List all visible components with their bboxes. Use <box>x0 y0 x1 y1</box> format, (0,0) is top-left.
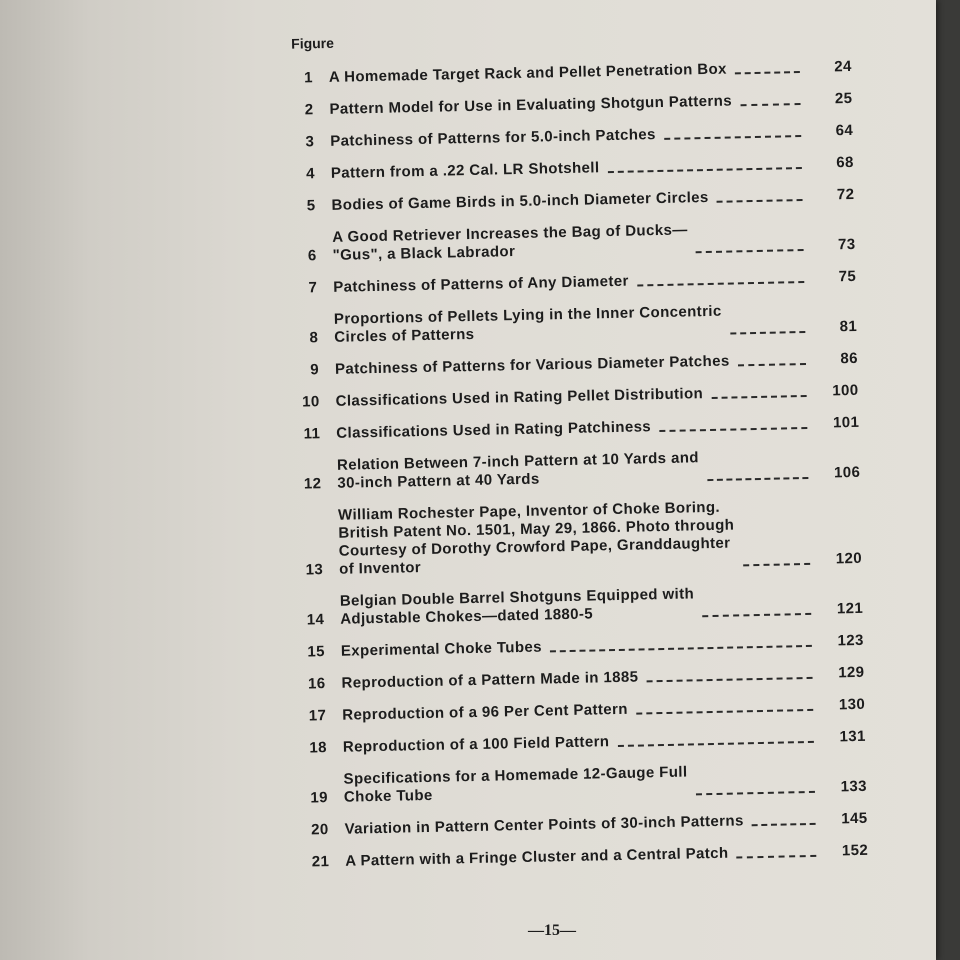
dot-leader <box>707 476 808 481</box>
figure-title: Patchiness of Patterns for 5.0-inch Patches <box>330 126 656 150</box>
figure-title-wrap <box>316 219 812 265</box>
figure-title: A Homemade Target Rack and Pellet Penetration Box <box>328 60 728 86</box>
figure-title-wrap <box>327 729 822 757</box>
figure-page: 81 <box>839 317 858 336</box>
figure-title: A Pattern with a Fringe Cluster and a Central Patch <box>345 844 729 870</box>
figure-title-wrap <box>322 497 818 579</box>
figure-title: Reproduction of a 100 Field Pattern <box>342 733 610 756</box>
figure-page: 73 <box>837 235 856 254</box>
figure-entry <box>281 268 856 298</box>
figure-entry <box>283 382 858 412</box>
figure-title-wrap <box>315 155 810 183</box>
dot-leader <box>659 426 807 432</box>
figure-number: 16 <box>307 675 326 693</box>
figure-title: Variation in Pattern Center Points of 30-inch Patterns <box>344 812 744 838</box>
figure-page: 133 <box>840 777 868 796</box>
figure-page: 25 <box>834 89 853 108</box>
dot-leader <box>702 612 811 617</box>
figure-entry <box>289 632 864 662</box>
figure-title: Pattern Model for Use in Evaluating Shotgun Patterns <box>329 92 733 118</box>
figure-page: 152 <box>841 841 869 860</box>
figure-title-wrap <box>326 697 821 725</box>
figure-title: Experimental Choke Tubes <box>340 638 543 660</box>
figure-title-wrap <box>319 351 814 379</box>
list-of-figures <box>276 24 869 886</box>
figure-page: 129 <box>838 663 865 682</box>
figure-title: Proportions of Pellets Lying in the Inner Concentric Circles of Patterns <box>333 302 722 346</box>
figure-entry <box>289 664 864 694</box>
figure-title: Classifications Used in Rating Patchiness <box>336 418 652 442</box>
figure-title: Relation Between 7-inch Pattern at 10 Yards and 30-inch Pattern at 40 Yards <box>336 449 700 492</box>
page-number: —15— <box>528 922 576 939</box>
figure-number: 7 <box>308 279 318 297</box>
figure-title: A Good Retriever Increases the Bag of Ducks— "Gus", a Black Labrador <box>332 221 688 264</box>
dot-leader <box>646 676 812 682</box>
figure-page: 68 <box>836 153 854 172</box>
figure-entry <box>279 186 854 216</box>
figure-title-wrap <box>328 811 823 839</box>
figure-entry <box>293 842 868 872</box>
figure-page: 130 <box>838 695 866 714</box>
figure-entry <box>277 90 852 120</box>
figure-number: 15 <box>307 643 326 661</box>
figure-title: Classifications Used in Rating Pellet Distribution <box>335 385 704 410</box>
figure-title: Belgian Double Barrel Shotguns Equipped with Adjustable Chokes—dated 1880-5 <box>339 585 695 628</box>
figure-title-wrap <box>313 59 808 87</box>
figure-number: 2 <box>304 101 314 119</box>
figure-entries <box>277 58 869 872</box>
figure-page: 100 <box>832 381 859 400</box>
figure-title-wrap <box>314 123 809 151</box>
dot-leader <box>696 248 804 253</box>
figure-page: 123 <box>837 631 864 650</box>
figure-title-wrap <box>327 761 823 807</box>
figure-title-wrap <box>321 447 817 493</box>
figure-entry <box>285 446 861 494</box>
dot-leader <box>752 822 816 826</box>
figure-entry <box>277 58 852 88</box>
figure-entry <box>291 728 866 758</box>
dot-leader <box>550 644 812 652</box>
figure-number: 8 <box>309 329 319 347</box>
figure-entry <box>282 300 858 348</box>
figure-page: 121 <box>836 599 864 618</box>
figure-heading: Figure <box>290 34 335 52</box>
figure-number: 18 <box>309 739 328 757</box>
figure-title: Specifications for a Homemade 12-Gauge Full Choke Tube <box>343 763 688 806</box>
dot-leader <box>738 362 806 366</box>
figure-page: 64 <box>835 121 854 140</box>
dot-leader <box>735 70 800 74</box>
figure-title-wrap <box>315 187 810 215</box>
figure-title: Pattern from a .22 Cal. LR Shotshell <box>330 159 600 182</box>
dot-leader <box>617 740 813 747</box>
figure-entry <box>284 414 859 444</box>
dot-leader <box>711 394 806 399</box>
figure-entry <box>290 696 865 726</box>
figure-title: William Rochester Pape, Inventor of Choke Boring. British Patent No. 1501, May 29, 1866. Photo through Courtesy of Dorothy Crowford Pape, Granddaughter of Inventor <box>337 498 735 578</box>
figure-title-wrap <box>317 269 812 297</box>
figure-number: 19 <box>310 789 329 807</box>
figure-title: Bodies of Game Birds in 5.0-inch Diameter Circles <box>331 188 709 214</box>
figure-page: 131 <box>839 727 866 746</box>
figure-title-wrap <box>319 383 814 411</box>
figure-number: 13 <box>305 561 324 579</box>
figure-page: 24 <box>834 57 852 76</box>
figure-page: 101 <box>832 413 860 432</box>
figure-page: 86 <box>840 349 859 368</box>
figure-page: 145 <box>841 809 868 828</box>
figure-number: 21 <box>311 853 330 871</box>
figure-title-wrap <box>329 843 824 871</box>
dot-leader <box>636 708 813 715</box>
figure-title-wrap <box>320 415 815 443</box>
figure-number: 3 <box>305 133 315 151</box>
figure-entry <box>292 810 867 840</box>
figure-number: 12 <box>303 475 322 493</box>
figure-title-wrap <box>313 91 808 119</box>
figure-number: 6 <box>307 247 317 265</box>
figure-title-wrap <box>318 301 814 347</box>
dot-leader <box>637 280 804 287</box>
figure-title-wrap <box>325 665 820 693</box>
dot-leader <box>740 102 801 106</box>
figure-entry <box>283 350 858 380</box>
figure-number: 11 <box>303 425 321 443</box>
figure-entry <box>278 122 853 152</box>
dot-leader <box>608 166 802 173</box>
figure-number: 4 <box>305 165 316 183</box>
dot-leader <box>730 330 805 335</box>
figure-entry <box>280 218 856 266</box>
figure-page: 75 <box>838 267 857 286</box>
dot-leader <box>717 198 803 203</box>
figure-entry <box>286 496 862 580</box>
figure-title-wrap <box>324 583 820 629</box>
figure-page: 106 <box>833 463 861 482</box>
figure-number: 17 <box>308 707 327 725</box>
figure-title: Reproduction of a 96 Per Cent Pattern <box>342 700 629 724</box>
dot-leader <box>696 790 815 795</box>
figure-entry <box>279 154 854 184</box>
figure-page: 72 <box>836 185 855 204</box>
dot-leader <box>743 562 810 566</box>
figure-title: Reproduction of a Pattern Made in 1885 <box>341 668 639 692</box>
figure-title: Patchiness of Patterns of Any Diameter <box>333 272 629 296</box>
figure-title-wrap <box>325 633 820 661</box>
figure-number: 10 <box>301 393 320 411</box>
figure-number: 9 <box>310 361 320 379</box>
figure-page: 120 <box>835 549 863 568</box>
figure-number: 20 <box>310 821 329 839</box>
figure-title: Patchiness of Patterns for Various Diameter Patches <box>334 352 730 378</box>
figure-number: 5 <box>306 197 316 215</box>
dot-leader <box>737 854 817 859</box>
figure-number: 1 <box>303 69 314 87</box>
figure-entry <box>288 582 864 630</box>
dot-leader <box>664 134 801 140</box>
figure-entry <box>291 760 867 808</box>
figure-number: 14 <box>306 611 325 629</box>
